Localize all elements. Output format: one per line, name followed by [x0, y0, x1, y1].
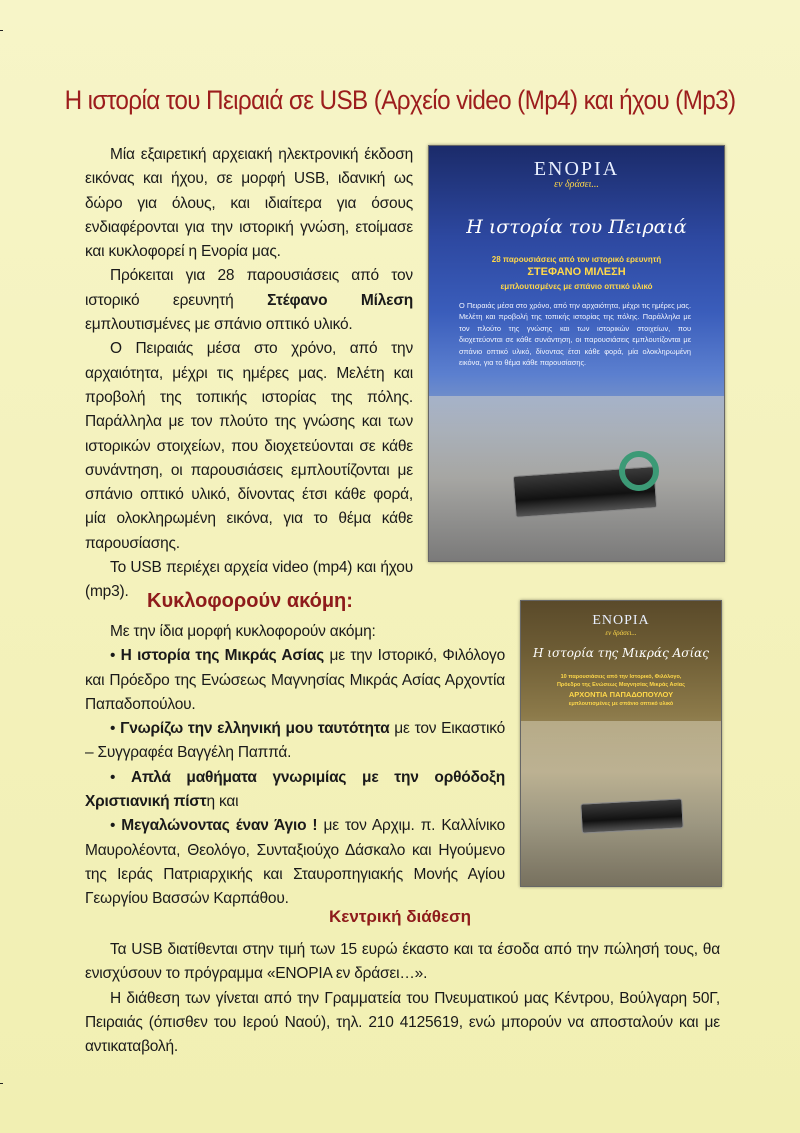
enoria-logo: ΕΝΟΡΙΑ: [533, 158, 620, 180]
cover-subtitle: 10 παρουσιάσεις από την Ιστορικό, Φιλόλογο,: [560, 674, 682, 680]
list-item: • Η ιστορία της Μικράς Ασίας με την Ιστορικό, Φιλόλογο και Πρόεδρο της Ενώσεως Μαγνησίας Μικράς Ασίας Αρχοντία Παπαδοπούλου.: [85, 647, 505, 713]
list-item: • Γνωρίζω την ελληνική μου ταυτότητα με τον Εικαστικό – Συγγραφέα Βαγγέλη Παππά.: [85, 720, 505, 762]
central-text: [85, 938, 720, 1059]
cover-author: ΑΡΧΟΝΤΙΑ ΠΑΠΑΔΟΠΟΥΛΟΥ: [568, 690, 674, 699]
intro-text: [85, 143, 413, 605]
list-item: • Απλά μαθήματα γνωριμίας με την ορθόδοξη Χριστιανική πίστη και: [85, 768, 505, 811]
cover-subtitle: 28 παρουσιάσεις από τον ιστορικό ερευνητή: [491, 255, 662, 264]
cover-body: Ο Πειραιάς μέσα στο χρόνο, από την αρχαιότητα, μέχρι τις ημέρες μας. Μελέτη και προβολή της τοπικής ιστορίας της πόλης. Παράλληλα με τον πλούτο της γνώσης και των ιστορικών στοιχείων, που διοχετεύονται σε κάθε συνάντηση, οι παρουσιάσεις εμπλουτίζονται με σπάνιο οπτικό υλικό, δίνοντας έτσι κάθε φορά, μία ολοκληρωμένη εικόνα, για το θέμα κάθε παρουσίασης.: [459, 301, 691, 368]
crop-mark: [0, 30, 3, 31]
intro-paragraph: Το USB περιέχει αρχεία video (mp4) και ήχου (mp3).: [85, 559, 413, 601]
more-heading: Κυκλοφορούν ακόμη:: [147, 590, 353, 612]
cover-title: Η ιστορία του Πειραιά: [466, 216, 687, 238]
cover-title: Η ιστορία της Μικράς Ασίας: [532, 646, 710, 660]
cover-author: ΣΤΕΦΑΝΟ ΜΙΛΕΣΗ: [527, 266, 626, 278]
central-paragraph: Η διάθεση των γίνεται από την Γραμματεία του Πνευματικού μας Κέντρου, Βούλγαρη 50Γ, Πειραιάς (όπισθεν του Ιερού Ναού), τηλ. 210 4125619, ενώ μπορούν να αποσταλούν και με αντικαταβολή.: [85, 989, 720, 1056]
usb-cover-piraeus: [428, 145, 725, 562]
usb-cover-asia-minor: [520, 600, 722, 887]
cover-subtitle: εμπλουτισμένες με σπάνιο οπτικό υλικό: [500, 282, 653, 291]
enoria-logo: ΕΝΟΡΙΑ: [592, 613, 650, 628]
list-item: • Μεγαλώνοντας έναν Άγιο ! με τον Αρχιμ. π. Καλλίνικο Μαυρολέοντα, Θεολόγο, Συνταξιούχο Δάσκαλο και Ηγούμενο της Ιεράς Πατριαρχικής και Σταυροπηγιακής Μονής Αγίου Γεωργίου Βασσών Καρπάθου.: [85, 817, 505, 908]
central-heading: Κεντρική διάθεση: [329, 907, 471, 926]
intro-paragraph: Μία εξαιρετική αρχειακή ηλεκτρονική έκδοση εικόνας και ήχου, σε μορφή USB, ιδανική ως δώρο για όλους, και ιδιαίτερα για όσους ενδιαφέρονται για την ιστορική γνώση, ετοίμασε και κυκλοφορεί η Ενορία μας.: [85, 146, 413, 261]
usb-stick: [580, 798, 683, 833]
page-title: Η ιστορία του Πειραιά σε USB (Αρχείο video (Mp4) και ήχου (Mp3): [64, 85, 736, 115]
intro-paragraph: Πρόκειται για 28 παρουσιάσεις από τον ιστορικό ερευνητή Στέφανο Μίλεση εμπλουτισμένες με σπάνιο οπτικό υλικό.: [85, 267, 413, 334]
more-text: [85, 620, 505, 912]
intro-paragraph: Ο Πειραιάς μέσα στο χρόνο, από την αρχαιότητα, μέχρι τις ημέρες μας. Μελέτη και προβολή της τοπικής ιστορίας της πόλης. Παράλληλα με τον πλούτο της γνώσης και των ιστορικών στοιχείων, που διοχετεύονται σε κάθε συνάντηση, οι παρουσιάσεις εμπλουτίζονται με σπάνιο οπτικό υλικό, δίνοντας έτσι κάθε φορά, μία ολοκληρωμένη εικόνα, για το θέμα κάθε παρουσίασης.: [85, 340, 413, 552]
more-lead: Με την ίδια μορφή κυκλοφορούν ακόμη:: [110, 623, 376, 640]
enoria-logo-sub: εν δράσει...: [554, 179, 599, 190]
central-paragraph: Τα USB διατίθενται στην τιμή των 15 ευρώ έκαστο και τα έσοδα από την πώλησή τους, θα ενισχύσουν το πρόγραμμα «ΕΝΟΡΙΑ εν δράσει…».: [85, 941, 720, 983]
cover-subtitle: εμπλουτισμένες με σπάνιο οπτικό υλικό: [568, 701, 674, 707]
author-name: Στέφανο Μίλεση: [267, 291, 413, 309]
enoria-logo-sub: εν δράσει...: [605, 629, 637, 637]
usb-ring: [619, 451, 659, 491]
cover-subtitle: Πρόεδρο της Ενώσεως Μαγνησίας Μικράς Ασίας: [556, 682, 686, 688]
crop-mark: [0, 1083, 3, 1084]
